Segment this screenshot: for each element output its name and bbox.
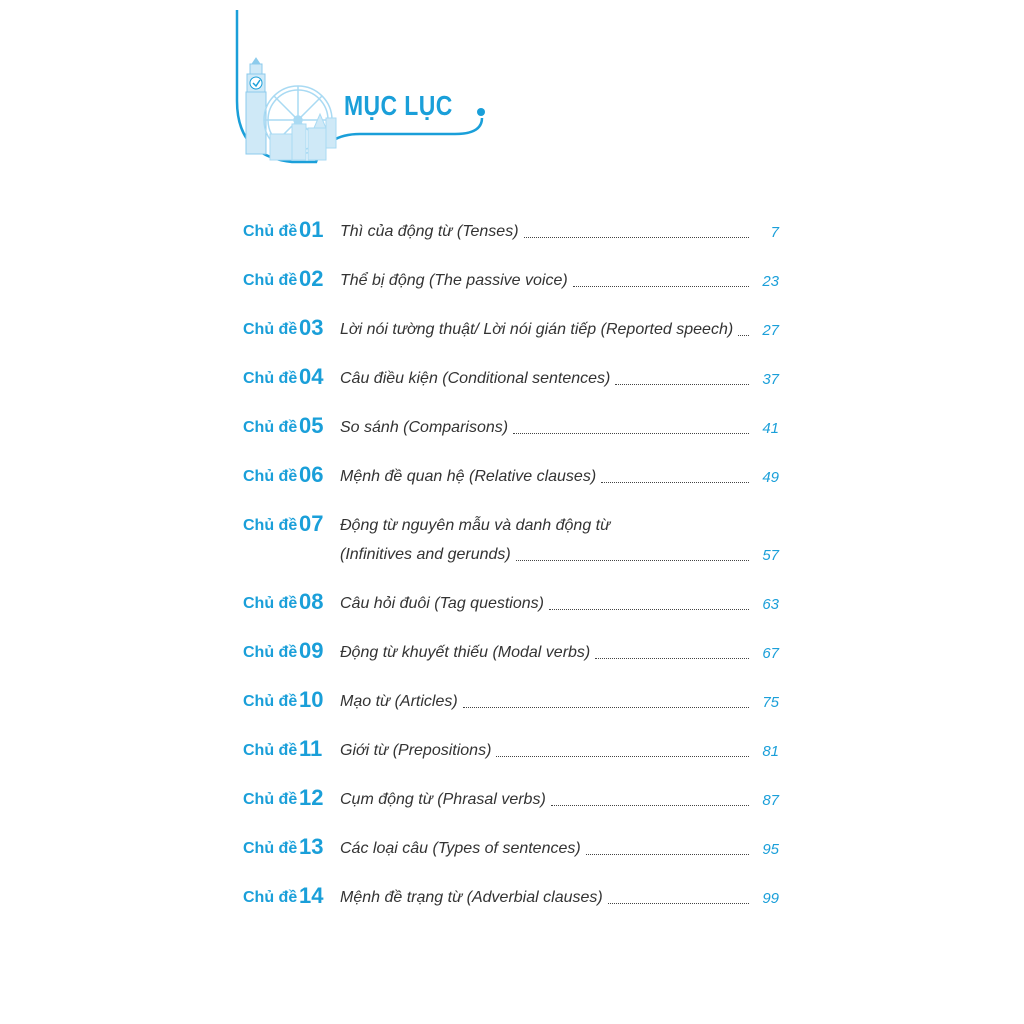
dot-leader bbox=[601, 468, 749, 483]
page-number: 27 bbox=[762, 322, 779, 339]
toc-entry[interactable] bbox=[243, 879, 779, 909]
topic-prefix: Chủ đề bbox=[243, 321, 298, 338]
dot-leader bbox=[608, 889, 749, 904]
topic-number: 10 bbox=[299, 687, 324, 712]
topic-prefix: Chủ đề bbox=[243, 693, 298, 710]
topic-title: Mệnh đề quan hệ (Relative clauses) bbox=[340, 468, 597, 485]
topic-title: So sánh (Comparisons) bbox=[340, 419, 509, 436]
topic-prefix: Chủ đề bbox=[243, 517, 298, 534]
page-number: 37 bbox=[762, 371, 779, 388]
topic-number: 06 bbox=[299, 462, 324, 487]
topic-number: 04 bbox=[299, 364, 324, 389]
topic-prefix: Chủ đề bbox=[243, 889, 298, 906]
topic-title: Động từ khuyết thiếu (Modal verbs) bbox=[340, 644, 591, 661]
topic-prefix: Chủ đề bbox=[243, 742, 298, 759]
topic-prefix: Chủ đề bbox=[243, 791, 298, 808]
topic-prefix: Chủ đề bbox=[243, 468, 298, 485]
topic-number: 14 bbox=[299, 883, 324, 908]
toc-entry[interactable] bbox=[243, 213, 779, 243]
page-number: 49 bbox=[762, 469, 779, 486]
topic-number: 01 bbox=[299, 217, 324, 242]
topic-number: 12 bbox=[299, 785, 324, 810]
topic-title: Câu hỏi đuôi (Tag questions) bbox=[340, 595, 544, 612]
dot-leader bbox=[524, 223, 749, 238]
topic-number: 13 bbox=[299, 834, 324, 859]
topic-number: 02 bbox=[299, 266, 324, 291]
toc-entry[interactable] bbox=[243, 781, 779, 811]
topic-title: Thì của động từ (Tenses) bbox=[340, 223, 519, 240]
big-ben-icon bbox=[246, 58, 266, 154]
topic-number: 03 bbox=[299, 315, 324, 340]
dot-leader bbox=[573, 272, 749, 287]
toc-entry[interactable] bbox=[243, 458, 779, 488]
page-number: 87 bbox=[762, 792, 779, 809]
page-number: 95 bbox=[762, 841, 779, 858]
topic-prefix: Chủ đề bbox=[243, 370, 298, 387]
topic-title: (Infinitives and gerunds) bbox=[340, 546, 511, 563]
dot-leader bbox=[615, 370, 749, 385]
topic-prefix: Chủ đề bbox=[243, 840, 298, 857]
topic-number: 09 bbox=[299, 638, 324, 663]
toc-entry[interactable] bbox=[243, 634, 779, 664]
topic-title: Các loại câu (Types of sentences) bbox=[340, 840, 581, 857]
dot-leader bbox=[595, 644, 749, 659]
toc-entry[interactable] bbox=[243, 311, 779, 341]
dot-leader bbox=[513, 419, 749, 434]
page-number: 7 bbox=[770, 224, 779, 241]
dot-leader bbox=[516, 546, 749, 561]
topic-prefix: Chủ đề bbox=[243, 272, 298, 289]
topic-title: Câu điều kiện (Conditional sentences) bbox=[340, 370, 611, 387]
page-title: MỤC LỤC bbox=[344, 90, 453, 121]
dot-leader bbox=[586, 840, 749, 855]
topic-prefix: Chủ đề bbox=[243, 644, 298, 661]
dot-leader bbox=[463, 693, 749, 708]
toc-entry[interactable] bbox=[243, 585, 779, 615]
toc-entry[interactable] bbox=[243, 409, 779, 439]
page-number: 41 bbox=[762, 420, 779, 437]
toc-entry[interactable] bbox=[243, 830, 779, 860]
page-number: 63 bbox=[762, 596, 779, 613]
toc-entry[interactable] bbox=[243, 732, 779, 762]
dot-leader bbox=[496, 742, 749, 757]
city-buildings-icon bbox=[270, 114, 336, 160]
topic-number: 05 bbox=[299, 413, 324, 438]
topic-title: Mạo từ (Articles) bbox=[340, 693, 458, 710]
dot-leader bbox=[549, 595, 749, 610]
toc-entry[interactable] bbox=[243, 507, 779, 566]
page-number: 75 bbox=[762, 694, 779, 711]
toc-entry[interactable] bbox=[243, 360, 779, 390]
page-number: 23 bbox=[762, 273, 779, 290]
dot-leader bbox=[738, 321, 749, 336]
topic-number: 08 bbox=[299, 589, 324, 614]
topic-prefix: Chủ đề bbox=[243, 595, 298, 612]
topic-title: Thể bị động (The passive voice) bbox=[340, 272, 568, 289]
topic-number: 11 bbox=[299, 736, 323, 761]
topic-prefix: Chủ đề bbox=[243, 223, 298, 240]
topic-title: Giới từ (Prepositions) bbox=[340, 742, 492, 759]
topic-number: 07 bbox=[299, 511, 324, 536]
dot-leader bbox=[551, 791, 749, 806]
topic-title: Mệnh đề trạng từ (Adverbial clauses) bbox=[340, 889, 603, 906]
page-number: 99 bbox=[762, 890, 779, 907]
topic-title-line1: Động từ nguyên mẫu và danh động từ bbox=[340, 517, 611, 534]
page-number: 67 bbox=[762, 645, 779, 662]
page-number: 57 bbox=[762, 547, 779, 564]
toc-entry[interactable] bbox=[243, 683, 779, 713]
topic-title: Lời nói tường thuật/ Lời nói gián tiếp (Reported speech) bbox=[340, 321, 734, 338]
page-number: 81 bbox=[762, 743, 779, 760]
topic-prefix: Chủ đề bbox=[243, 419, 298, 436]
toc-entry[interactable] bbox=[243, 262, 779, 292]
topic-title: Cụm động từ (Phrasal verbs) bbox=[340, 791, 546, 808]
